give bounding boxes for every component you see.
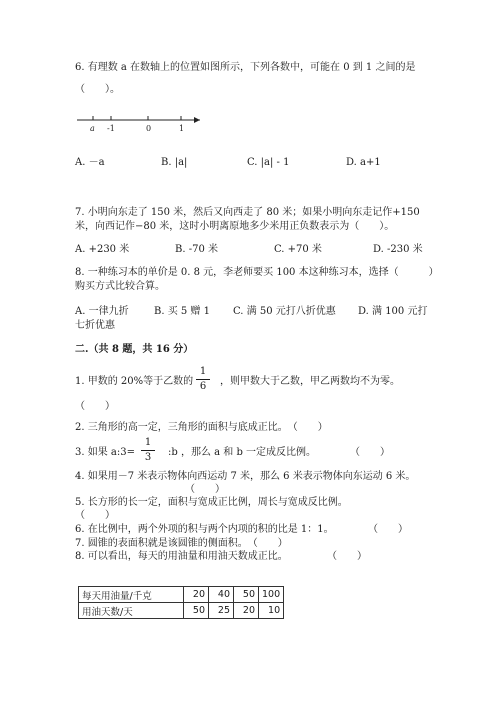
table-cell: 50 bbox=[184, 603, 209, 619]
table-cell: 20 bbox=[184, 587, 209, 603]
q7-option-c: C. +70 米 bbox=[274, 244, 322, 255]
q8-stem-line1: 8. 一种练习本的单价是 0. 8 元，李老师要买 100 本这种练习本，选择（ ） bbox=[75, 267, 439, 278]
j3-fraction-numerator: 1 bbox=[144, 437, 152, 448]
j7-text: 7. 圆锥的表面积就是该圆锥的侧面积。 （ ） bbox=[75, 538, 288, 549]
numberline-label-a: a bbox=[90, 124, 95, 133]
q7-stem-line2: 米，向西记作−80 米，这时小明离原地多少米用正负数表示为（ ）。 bbox=[75, 221, 395, 232]
j1-fraction-denominator: 6 bbox=[199, 381, 207, 392]
q8-option-c: C. 满 50 元打八折优惠 bbox=[233, 306, 336, 317]
q8-option-d-continued: 七折优惠 bbox=[75, 320, 115, 331]
j1-text-part2: ，则甲数大于乙数，甲乙两数均不为零。 bbox=[220, 376, 400, 387]
j6-answer-paren: （ ） bbox=[368, 524, 408, 535]
j3-fraction bbox=[141, 437, 155, 464]
q6-option-c: C. |a| - 1 bbox=[247, 157, 290, 168]
table-cell: 40 bbox=[209, 587, 234, 603]
j1-answer-paren: （ ） bbox=[75, 401, 115, 412]
j6-text: 6. 在比例中，两个外项的积与两个内项的积的比是 1：1。 bbox=[75, 524, 334, 535]
number-line bbox=[76, 112, 204, 136]
j1-text-part1: 1. 甲数的 20%等于乙数的 bbox=[75, 376, 194, 387]
j2-text: 2. 三角形的高一定，三角形的面积与底成正比。 （ ） bbox=[75, 422, 328, 433]
j8-answer-paren: （ ） bbox=[327, 551, 367, 562]
q7-option-a: A. +230 米 bbox=[75, 244, 130, 255]
j8-text: 8. 可以看出，每天的用油量和用油天数成正比。 bbox=[75, 551, 288, 562]
table-row-header: 每天用油量/千克 bbox=[79, 587, 184, 603]
j5-answer-paren: （ ） bbox=[75, 510, 115, 521]
table-row bbox=[79, 587, 284, 603]
table-cell: 25 bbox=[209, 603, 234, 619]
j3-text-part1: 3. 如果 a:3= bbox=[75, 447, 135, 458]
q8-option-b: B. 买 5 赠 1 bbox=[154, 306, 210, 317]
section-heading: 二.（共 8 题，共 16 分） bbox=[75, 344, 194, 355]
q6-option-d: D. a+1 bbox=[346, 157, 381, 168]
j1-fraction-numerator: 1 bbox=[199, 366, 207, 377]
j3-answer-paren: （ ） bbox=[350, 447, 390, 458]
q7-stem-line1: 7. 小明向东走了 150 米，然后又向西走了 80 米；如果小明向东走记作+150 bbox=[75, 207, 420, 218]
j4-text: 4. 如果用－7 米表示物体向西运动 7 米，那么 6 米表示物体向东运动 6 米。 bbox=[75, 471, 416, 482]
table-cell: 100 bbox=[259, 587, 284, 603]
q6-option-b: B. |a| bbox=[161, 157, 188, 168]
table-cell: 20 bbox=[234, 603, 259, 619]
fuel-usage-table bbox=[78, 586, 284, 619]
q8-stem-line2: 购买方式比较合算。 bbox=[75, 281, 165, 292]
q8-option-d: D. 满 100 元打 bbox=[358, 306, 428, 317]
table-cell: 50 bbox=[234, 587, 259, 603]
j3-fraction-denominator: 3 bbox=[144, 452, 152, 463]
q7-option-d: D. -230 米 bbox=[373, 244, 423, 255]
table-cell: 10 bbox=[259, 603, 284, 619]
q6-stem-line2: （ ）。 bbox=[75, 84, 120, 95]
table-row-header: 用油天数/天 bbox=[79, 603, 184, 619]
j1-fraction bbox=[196, 366, 210, 393]
q7-option-b: B. -70 米 bbox=[175, 244, 218, 255]
q6-stem-line1: 6. 有理数 a 在数轴上的位置如图所示，下列各数中，可能在 0 到 1 之间的是 bbox=[75, 62, 416, 73]
j4-answer-paren: （ ） bbox=[185, 484, 225, 495]
table-row bbox=[79, 603, 284, 619]
j3-text-part2: :b ，那么 a 和 b 一定成反比例。 bbox=[168, 447, 317, 458]
numberline-label-minus1: -1 bbox=[107, 124, 115, 133]
numberline-label-0: 0 bbox=[146, 124, 152, 133]
q6-option-a: A. －a bbox=[75, 157, 105, 168]
q8-option-a: A. 一律九折 bbox=[75, 306, 129, 317]
j5-text: 5. 长方形的长一定，面积与宽成正比例，周长与宽成反比例。 bbox=[75, 497, 348, 508]
numberline-label-1: 1 bbox=[179, 124, 185, 133]
